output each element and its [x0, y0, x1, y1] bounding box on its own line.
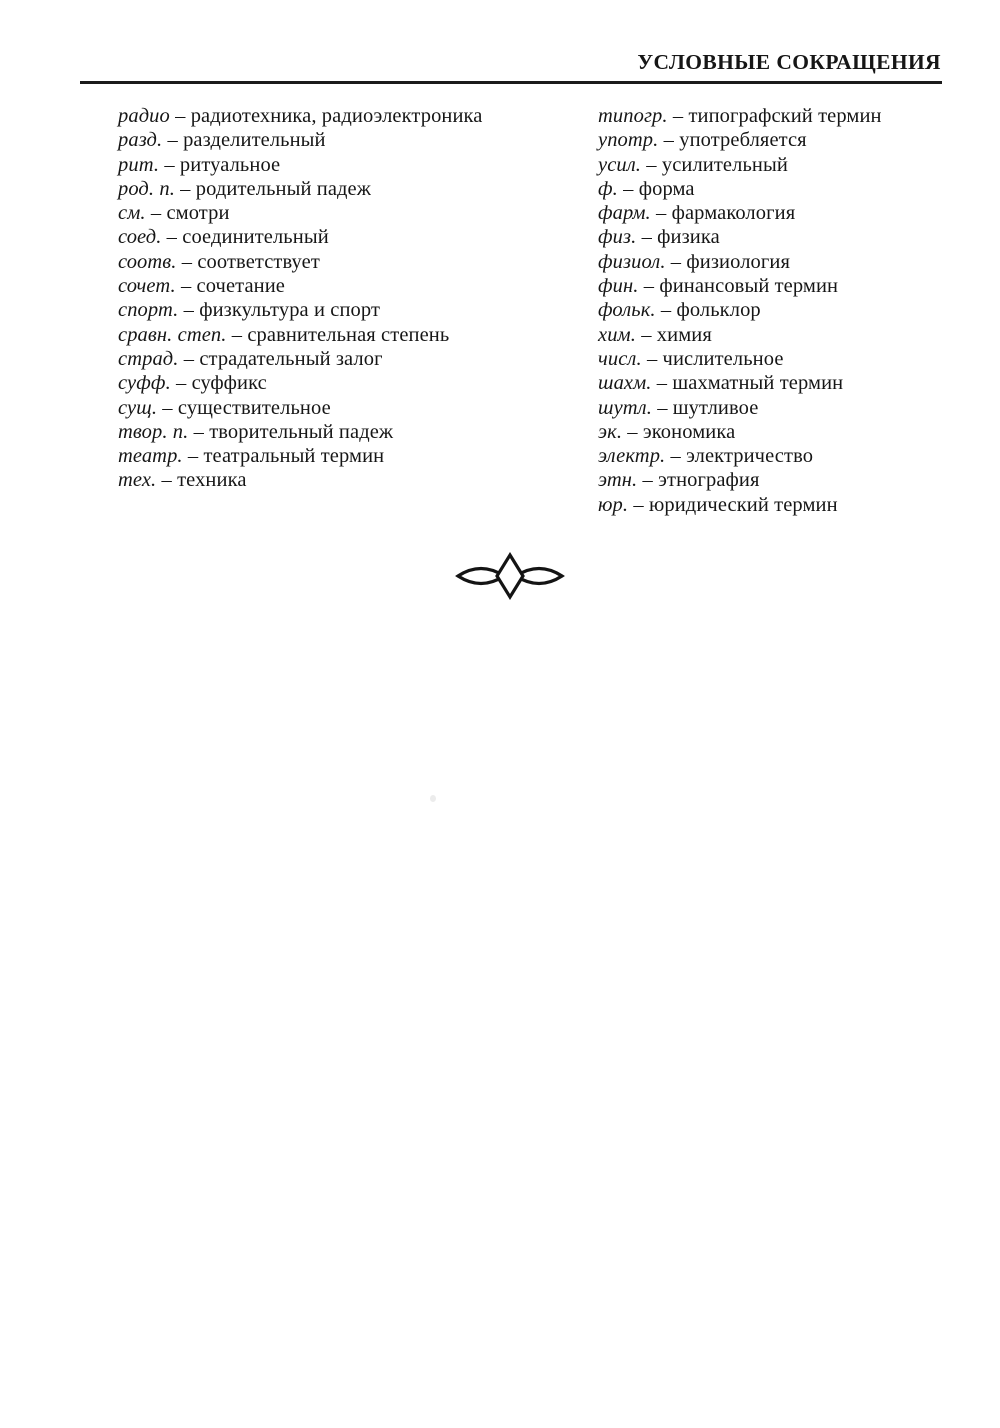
entry-dash: – — [231, 323, 243, 346]
abbreviation-definition: электричество — [686, 445, 814, 468]
abbreviation-term: сочет. — [118, 275, 176, 298]
abbreviation-entry — [560, 201, 942, 225]
abbreviation-entry — [80, 274, 492, 298]
abbreviation-term: хим. — [598, 323, 636, 346]
abbreviation-entry — [80, 128, 492, 152]
abbreviation-entry — [560, 371, 942, 395]
abbreviation-entry — [560, 468, 942, 492]
abbreviation-definition: соединительный — [182, 226, 329, 249]
abbreviation-entry — [80, 468, 492, 492]
entry-dash: – — [672, 105, 684, 127]
abbreviation-definition: сравнительная степень — [247, 323, 450, 346]
abbreviation-definition: финансовый термин — [659, 275, 839, 298]
abbreviation-definition: типографский термин — [688, 105, 882, 127]
abbreviation-term: употр. — [598, 129, 659, 152]
entry-dash: – — [642, 469, 653, 492]
abbreviation-term: соед. — [118, 226, 162, 249]
abbreviation-entry — [560, 493, 942, 517]
abbreviation-term: тех. — [118, 469, 157, 492]
abbreviation-entry — [80, 201, 492, 225]
abbreviation-term: эк. — [598, 420, 623, 443]
abbreviation-entry — [80, 396, 492, 420]
entry-dash: – — [623, 177, 634, 200]
abbreviation-term: физиол. — [598, 250, 666, 273]
abbreviation-entry — [80, 420, 492, 444]
entry-dash: – — [175, 105, 186, 127]
abbreviation-term: радио — [118, 105, 170, 127]
abbreviation-entry — [560, 420, 942, 444]
abbreviation-term: сравн. степ. — [118, 323, 227, 346]
abbreviation-entry — [560, 153, 942, 177]
abbreviation-entry — [80, 177, 492, 201]
abbreviations-column-left — [80, 104, 492, 517]
abbreviation-definition: экономика — [642, 420, 736, 443]
entry-dash: – — [643, 275, 655, 298]
abbreviation-term: типогр. — [598, 105, 668, 127]
abbreviation-definition: этнография — [658, 469, 760, 492]
diamond-flourish-ornament-icon — [454, 552, 566, 600]
abbreviation-term: см. — [118, 202, 146, 225]
abbreviation-definition: страдательный залог — [199, 347, 383, 370]
abbreviation-definition: юридический термин — [648, 493, 838, 516]
entry-dash: – — [150, 202, 162, 225]
entry-dash: – — [655, 202, 667, 225]
abbreviation-definition: смотри — [166, 202, 230, 225]
entry-dash: – — [633, 493, 644, 516]
abbreviation-definition: разделительный — [183, 129, 326, 152]
abbreviation-entry — [80, 444, 492, 468]
abbreviation-definition: ритуальное — [179, 153, 281, 176]
abbreviation-term: твор. п. — [118, 420, 189, 443]
abbreviation-entry — [560, 396, 942, 420]
abbreviation-entry — [560, 225, 942, 249]
abbreviation-definition: химия — [656, 323, 712, 346]
abbreviation-definition: театральный термин — [203, 445, 385, 468]
abbreviation-entry — [560, 298, 942, 322]
abbreviations-column-right — [560, 104, 942, 517]
entry-dash: – — [181, 250, 193, 273]
abbreviation-term: фольк. — [598, 299, 656, 322]
abbreviation-term: шахм. — [598, 372, 652, 395]
entry-dash: – — [670, 250, 682, 273]
entry-dash: – — [641, 226, 652, 249]
scan-artifact-dot — [430, 795, 436, 802]
abbreviation-definition: физиология — [686, 250, 790, 273]
entry-dash: – — [641, 323, 652, 346]
abbreviation-definition: техника — [177, 469, 247, 492]
abbreviation-term: рит. — [118, 153, 160, 176]
abbreviation-term: физ. — [598, 226, 637, 249]
abbreviation-definition: физкультура и спорт — [199, 299, 381, 322]
entry-dash: – — [670, 445, 681, 468]
abbreviation-term: страд. — [118, 347, 179, 370]
abbreviation-entry — [80, 153, 492, 177]
entry-dash: – — [663, 129, 674, 152]
entry-dash: – — [646, 347, 658, 370]
abbreviation-entry — [560, 323, 942, 347]
entry-dash: – — [180, 275, 192, 298]
abbreviation-entry — [560, 274, 942, 298]
entry-dash: – — [193, 420, 204, 443]
entry-dash: – — [183, 299, 194, 322]
abbreviation-definition: фольклор — [676, 299, 761, 322]
entry-dash: – — [180, 177, 191, 200]
abbreviation-definition: употребляется — [679, 129, 807, 152]
abbreviation-term: род. п. — [118, 177, 175, 200]
entry-dash: – — [183, 347, 195, 370]
abbreviation-entry — [560, 177, 942, 201]
abbreviation-term: этн. — [598, 469, 638, 492]
abbreviation-definition: физика — [657, 226, 720, 249]
abbreviation-term: усил. — [598, 153, 642, 176]
abbreviation-definition: существительное — [177, 396, 331, 419]
abbreviation-term: соотв. — [118, 250, 177, 273]
abbreviation-entry — [560, 104, 942, 128]
abbreviation-term: театр. — [118, 445, 183, 468]
abbreviation-term: сущ. — [118, 396, 158, 419]
abbreviation-definition: шахматный термин — [672, 372, 844, 395]
abbreviation-term: разд. — [118, 129, 163, 152]
entry-dash: – — [646, 153, 657, 176]
abbreviation-entry — [560, 128, 942, 152]
page-title: УСЛОВНЫЕ СОКРАЩЕНИЯ — [637, 50, 941, 74]
abbreviation-entry — [80, 104, 492, 128]
abbreviation-entry — [560, 250, 942, 274]
entry-dash: – — [166, 226, 178, 249]
abbreviation-definition: фармакология — [671, 202, 796, 225]
entry-dash: – — [627, 420, 638, 443]
abbreviation-term: фарм. — [598, 202, 651, 225]
abbreviation-columns — [80, 104, 942, 517]
abbreviation-term: электр. — [598, 445, 666, 468]
abbreviation-entry — [80, 250, 492, 274]
entry-dash: – — [176, 372, 187, 395]
abbreviation-entry — [560, 347, 942, 371]
abbreviation-entry — [80, 347, 492, 371]
entry-dash: – — [167, 129, 178, 152]
abbreviation-entry — [80, 298, 492, 322]
abbreviation-entry — [80, 225, 492, 249]
entry-dash: – — [187, 445, 199, 468]
abbreviation-definition: сочетание — [196, 275, 286, 298]
abbreviation-definition: числительное — [662, 347, 784, 370]
entry-dash: – — [660, 299, 672, 322]
abbreviation-term: юр. — [598, 493, 629, 516]
abbreviation-definition: суффикс — [191, 372, 267, 395]
abbreviation-definition: соответствует — [197, 250, 320, 273]
abbreviation-definition: творительный падеж — [209, 420, 394, 443]
abbreviation-definition: усилительный — [661, 153, 788, 176]
abbreviation-term: фин. — [598, 275, 639, 298]
abbreviation-definition: родительный падеж — [195, 177, 372, 200]
abbreviation-term: спорт. — [118, 299, 179, 322]
abbreviation-term: суфф. — [118, 372, 171, 395]
abbreviation-definition: шутливое — [672, 396, 759, 419]
entry-dash: – — [657, 396, 668, 419]
abbreviation-definition: радиотехника, радиоэлектроника — [190, 105, 483, 127]
entry-dash: – — [161, 469, 172, 492]
entry-dash: – — [162, 396, 173, 419]
entry-dash: – — [164, 153, 175, 176]
abbreviation-entry — [80, 323, 492, 347]
abbreviation-entry — [80, 371, 492, 395]
abbreviation-term: числ. — [598, 347, 642, 370]
entry-dash: – — [656, 372, 668, 395]
abbreviation-term: шутл. — [598, 396, 652, 419]
abbreviation-entry — [560, 444, 942, 468]
header-rule — [80, 81, 942, 84]
abbreviation-definition: форма — [638, 177, 695, 200]
abbreviation-term: ф. — [598, 177, 618, 200]
